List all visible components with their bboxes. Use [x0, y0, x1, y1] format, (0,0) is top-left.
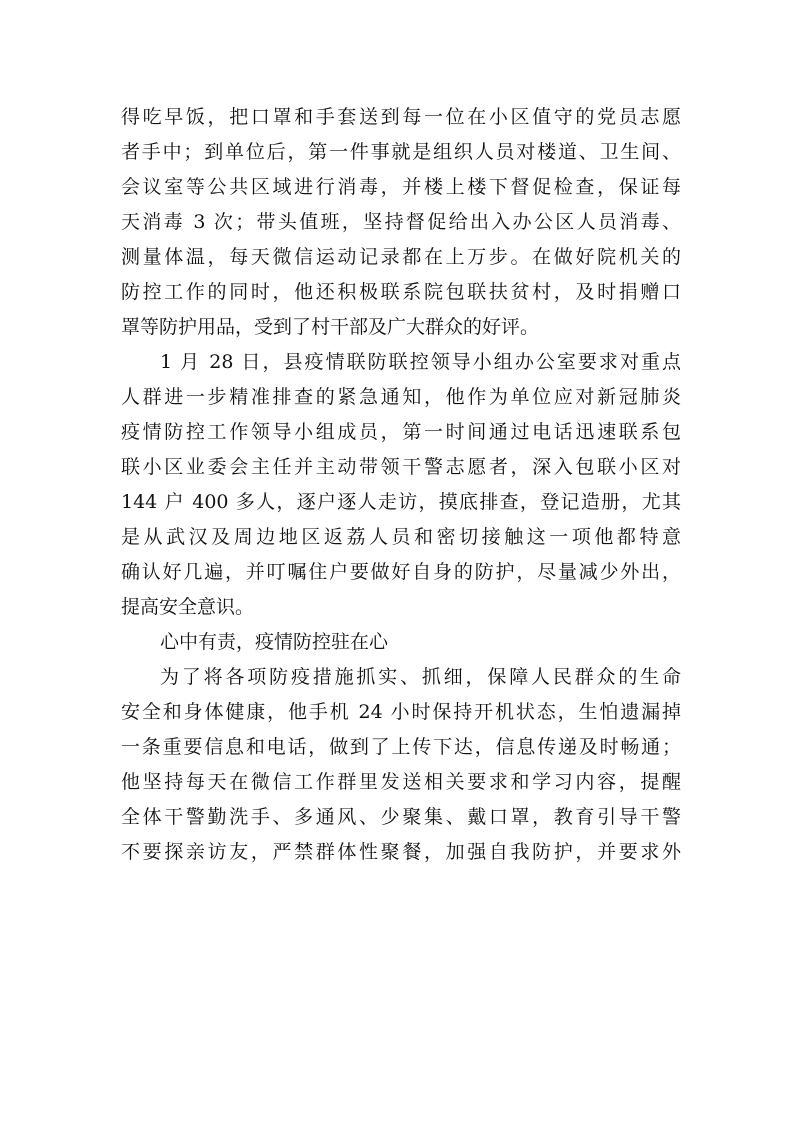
- text-line: 一条重要信息和电话，做到了上传下达，信息传递及时畅通；: [121, 736, 681, 758]
- text-line: 得吃早饭，把口罩和手套送到每一位在小区值守的党员志愿: [121, 106, 681, 128]
- text-line: 罩等防护用品，受到了村干部及广大群众的好评。: [121, 316, 540, 338]
- text-line: 他坚持每天在微信工作群里发送相关要求和学习内容，提醒: [121, 771, 681, 793]
- text-line: 144 户 400 多人，逐户逐人走访，摸底排查，登记造册，尤其: [121, 491, 681, 513]
- text-line: 人群进一步精准排查的紧急通知，他作为单位应对新冠肺炎: [121, 386, 681, 408]
- text-line: 不要探亲访友，严禁群体性聚餐，加强自我防护，并要求外: [121, 841, 681, 863]
- text-line: 安全和身体健康，他手机 24 小时保持开机状态，生怕遗漏掉: [121, 701, 681, 723]
- text-line: 联小区业委会主任并主动带领干警志愿者，深入包联小区对: [121, 456, 681, 478]
- text-line: 提高安全意识。: [121, 596, 255, 618]
- paragraph-first-line: 1 月 28 日，县疫情联防联控领导小组办公室要求对重点: [160, 351, 681, 373]
- text-line: 全体干警勤洗手、多通风、少聚集、戴口罩，教育引导干警: [121, 806, 681, 828]
- text-line: 测量体温，每天微信运动记录都在上万步。在做好院机关的: [121, 246, 681, 268]
- text-line: 疫情防控工作领导小组成员，第一时间通过电话迅速联系包: [121, 421, 681, 443]
- text-line: 天消毒 3 次；带头值班，坚持督促给出入办公区人员消毒、: [121, 211, 681, 233]
- text-line: 是从武汉及周边地区返荔人员和密切接触这一项他都特意: [121, 526, 681, 548]
- paragraph-first-line: 为了将各项防疫措施抓实、抓细，保障人民群众的生命: [160, 666, 681, 688]
- text-line: 会议室等公共区域进行消毒，并楼上楼下督促检查，保证每: [121, 176, 681, 198]
- text-line: 确认好几遍，并叮嘱住户要做好自身的防护，尽量减少外出，: [121, 561, 681, 583]
- text-line: 者手中；到单位后，第一件事就是组织人员对楼道、卫生间、: [121, 141, 681, 163]
- text-line: 防控工作的同时，他还积极联系院包联扶贫村，及时捐赠口: [121, 281, 681, 303]
- section-heading: 心中有责，疫情防控驻在心: [160, 631, 389, 653]
